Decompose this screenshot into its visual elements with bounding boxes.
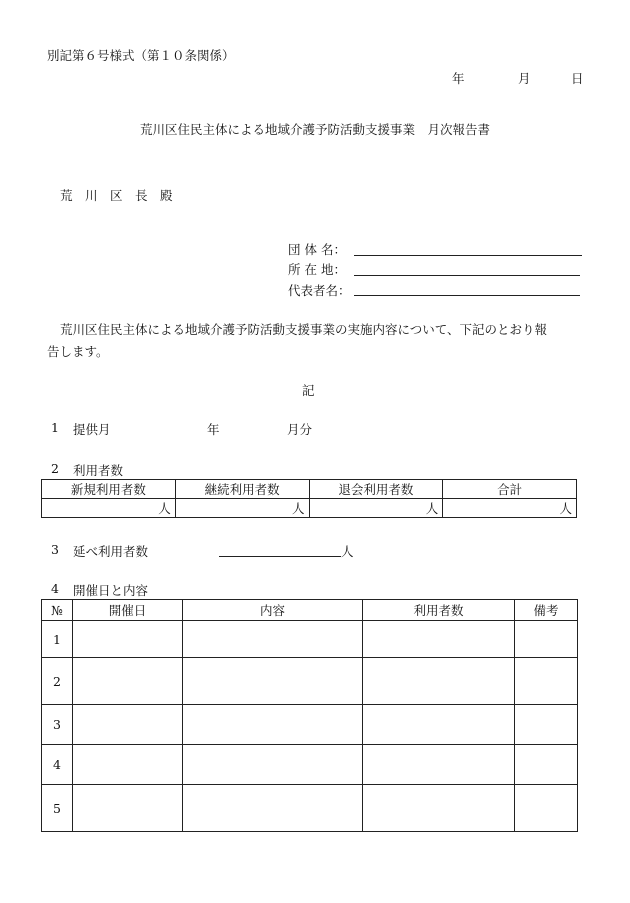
user-count-cell[interactable] — [363, 785, 515, 832]
section1-number: 1 — [51, 420, 59, 435]
body-text-line1: 荒川区住民主体による地域介護予防活動支援事業の実施内容について、下記のとおり報 — [60, 322, 548, 337]
header-user-count: 利用者数 — [363, 600, 515, 621]
header-content: 内容 — [183, 600, 363, 621]
section3-unit: 人 — [341, 544, 354, 559]
table-row — [42, 785, 578, 832]
address-label: 所 在 地： — [288, 262, 346, 277]
section2-label: 利用者数 — [73, 463, 124, 478]
new-users-cell[interactable]: 人 — [42, 499, 176, 518]
header-new-users: 新規利用者数 — [42, 480, 176, 499]
section3-label: 延べ利用者数 — [73, 544, 149, 559]
user-count-table — [41, 479, 577, 518]
user-count-cell[interactable] — [363, 705, 515, 745]
header-number: № — [42, 600, 73, 621]
section4-label: 開催日と内容 — [73, 583, 149, 598]
table-row — [42, 705, 578, 745]
header-withdrawn-users: 退会利用者数 — [309, 480, 443, 499]
content-cell[interactable] — [183, 745, 363, 785]
section1-month: 月分 — [287, 422, 313, 437]
content-cell[interactable] — [183, 705, 363, 745]
user-count-cell[interactable] — [363, 621, 515, 658]
remarks-cell[interactable] — [515, 705, 578, 745]
remarks-cell[interactable] — [515, 621, 578, 658]
row-number: 2 — [42, 658, 73, 705]
date-cell[interactable] — [73, 658, 183, 705]
representative-field[interactable] — [354, 282, 580, 296]
withdrawn-users-cell[interactable]: 人 — [309, 499, 443, 518]
date-month-label: 月 — [518, 71, 531, 86]
header-continuing-users: 継続利用者数 — [175, 480, 309, 499]
addressee: 荒 川 区 長 殿 — [60, 188, 173, 203]
remarks-cell[interactable] — [515, 658, 578, 705]
total-cell[interactable]: 人 — [443, 499, 577, 518]
remarks-cell[interactable] — [515, 785, 578, 832]
table-row — [42, 621, 578, 658]
group-name-label: 団 体 名： — [288, 242, 346, 257]
content-cell[interactable] — [183, 785, 363, 832]
row-number: 5 — [42, 785, 73, 832]
header-remarks: 備考 — [515, 600, 578, 621]
header-total: 合計 — [443, 480, 577, 499]
date-year-label: 年 — [452, 71, 465, 86]
section4-number: 4 — [51, 581, 59, 596]
date-cell[interactable] — [73, 621, 183, 658]
remarks-cell[interactable] — [515, 745, 578, 785]
date-cell[interactable] — [73, 785, 183, 832]
section3-number: 3 — [51, 542, 59, 557]
schedule-table — [41, 599, 578, 832]
body-text-line2: 告します。 — [47, 344, 109, 359]
date-cell[interactable] — [73, 705, 183, 745]
row-number: 1 — [42, 621, 73, 658]
continuing-users-cell[interactable]: 人 — [175, 499, 309, 518]
group-name-field[interactable] — [354, 242, 582, 256]
date-day-label: 日 — [571, 71, 584, 86]
table-row — [42, 658, 578, 705]
section1-year: 年 — [207, 422, 220, 437]
user-count-cell[interactable] — [363, 658, 515, 705]
document-title: 荒川区住民主体による地域介護予防活動支援事業 月次報告書 — [139, 122, 490, 137]
header-date: 開催日 — [73, 600, 183, 621]
row-number: 3 — [42, 705, 73, 745]
row-number: 4 — [42, 745, 73, 785]
total-users-field[interactable] — [219, 543, 341, 557]
ki-heading: 記 — [302, 383, 315, 398]
address-field[interactable] — [354, 262, 580, 276]
form-id: 別記第６号様式（第１０条関係） — [47, 48, 235, 63]
section2-number: 2 — [51, 461, 59, 476]
content-cell[interactable] — [183, 621, 363, 658]
user-count-cell[interactable] — [363, 745, 515, 785]
date-cell[interactable] — [73, 745, 183, 785]
table-row — [42, 745, 578, 785]
content-cell[interactable] — [183, 658, 363, 705]
section1-label: 提供月 — [73, 422, 111, 437]
representative-label: 代表者名： — [288, 283, 351, 298]
